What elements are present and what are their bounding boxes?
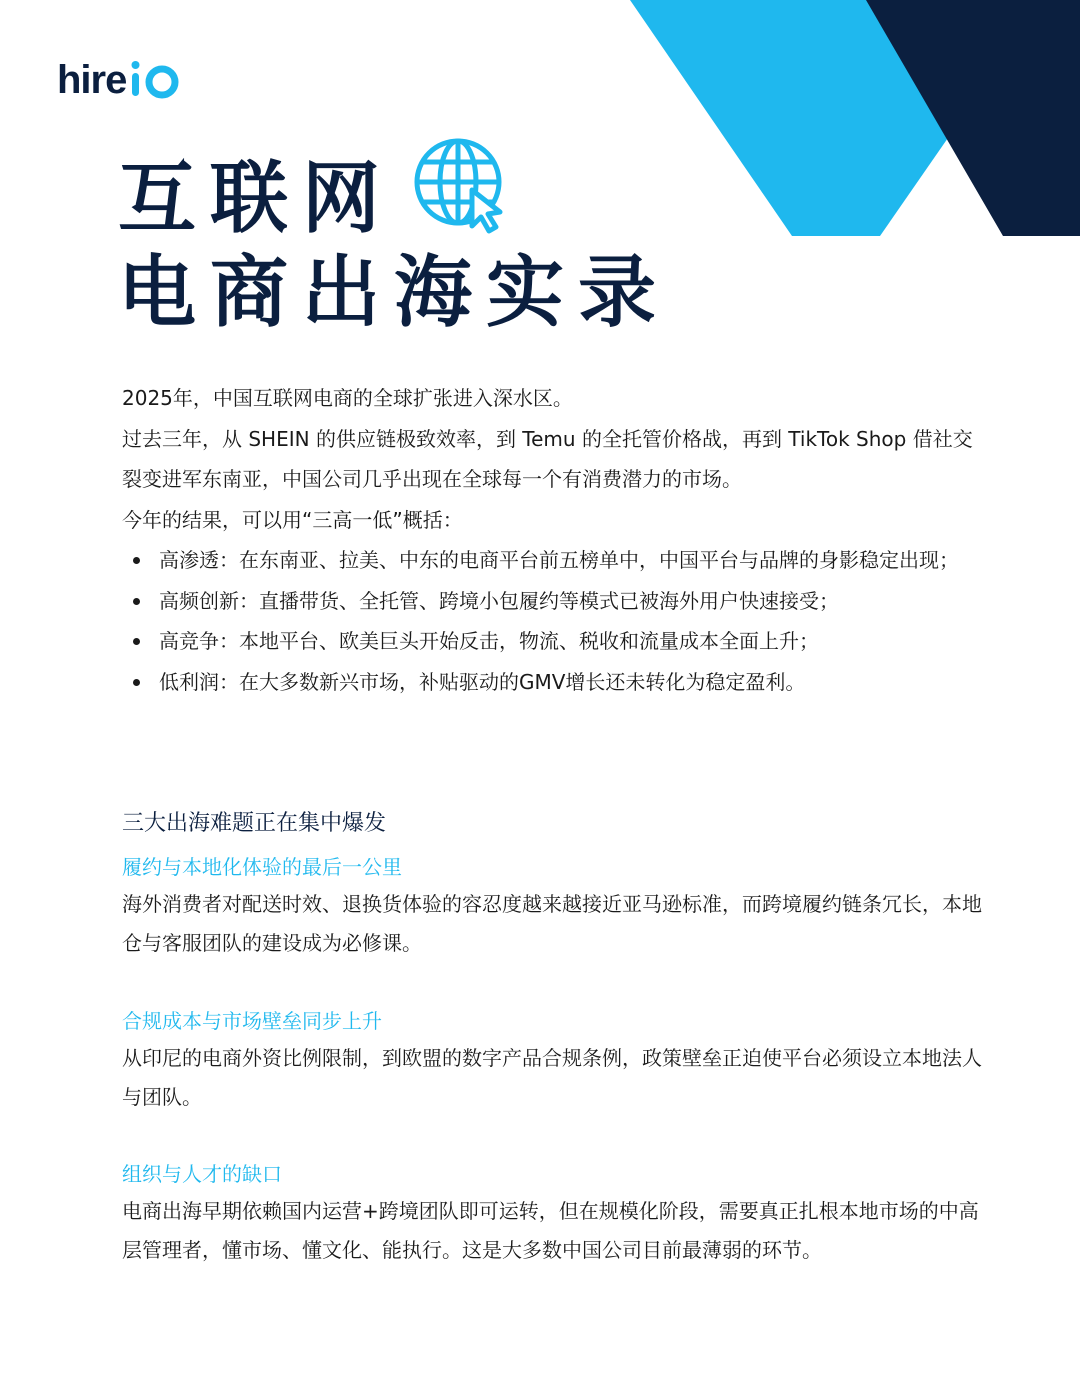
title-line-2: 电商出海实录 (118, 248, 671, 338)
challenge-body: 海外消费者对配送时效、退换货体验的容忍度越来越接近亚马逊标准，而跨境履约链条冗长，本地仓与客服团队的建设成为必修课。 (122, 892, 982, 955)
logo-io-mark (129, 60, 185, 100)
hireio-logo (57, 58, 185, 102)
challenge-body: 从印尼的电商外资比例限制，到欧盟的数字产品合规条例，政策壁垒正迫使平台必须设立本地法人与团队。 (122, 1046, 982, 1109)
bullet-item: 高竞争：本地平台、欧美巨头开始反击，物流、税收和流量成本全面上升； (122, 621, 982, 662)
intro-paragraph-1: 2025年，中国互联网电商的全球扩张进入深水区。 (122, 386, 573, 410)
bullet-item: 高渗透：在东南亚、拉美、中东的电商平台前五榜单中，中国平台与品牌的身影稳定出现； (122, 540, 982, 581)
section-heading: 三大出海难题正在集中爆发 (122, 811, 387, 836)
challenge-title: 履约与本地化体验的最后一公里 (122, 855, 402, 879)
challenge-block (122, 1156, 987, 1269)
navy-shape (866, 0, 1080, 236)
light-blue-shape (630, 0, 950, 236)
challenge-block (122, 849, 987, 962)
challenge-block (122, 1003, 987, 1116)
globe-cursor-icon (410, 134, 510, 234)
bullet-item: 低利润：在大多数新兴市场，补贴驱动的GMV增长还未转化为稳定盈利。 (122, 662, 982, 703)
intro-text (122, 378, 982, 702)
challenge-title: 合规成本与市场壁垒同步上升 (122, 1009, 382, 1033)
bullet-item: 高频创新：直播带货、全托管、跨境小包履约等模式已被海外用户快速接受； (122, 581, 982, 622)
intro-paragraph-2: 过去三年，从 SHEIN 的供应链极致效率，到 Temu 的全托管价格战，再到 TikTok Shop 借社交裂变进军东南亚，中国公司几乎出现在全球每一个有消费潜力的市场。 (122, 426, 973, 491)
challenge-title: 组织与人才的缺口 (122, 1162, 282, 1186)
intro-paragraph-3: 今年的结果，可以用“三高一低”概括： (122, 507, 463, 532)
bullet-list (122, 540, 982, 702)
logo-wordmark: hire (57, 58, 127, 102)
title-line-1: 互联网 (118, 154, 395, 244)
page-title (118, 152, 670, 340)
challenge-body: 电商出海早期依赖国内运营+跨境团队即可运转，但在规模化阶段，需要真正扎根本地市场的中高层管理者，懂市场、懂文化、能执行。这是大多数中国公司目前最薄弱的环节。 (122, 1199, 979, 1262)
